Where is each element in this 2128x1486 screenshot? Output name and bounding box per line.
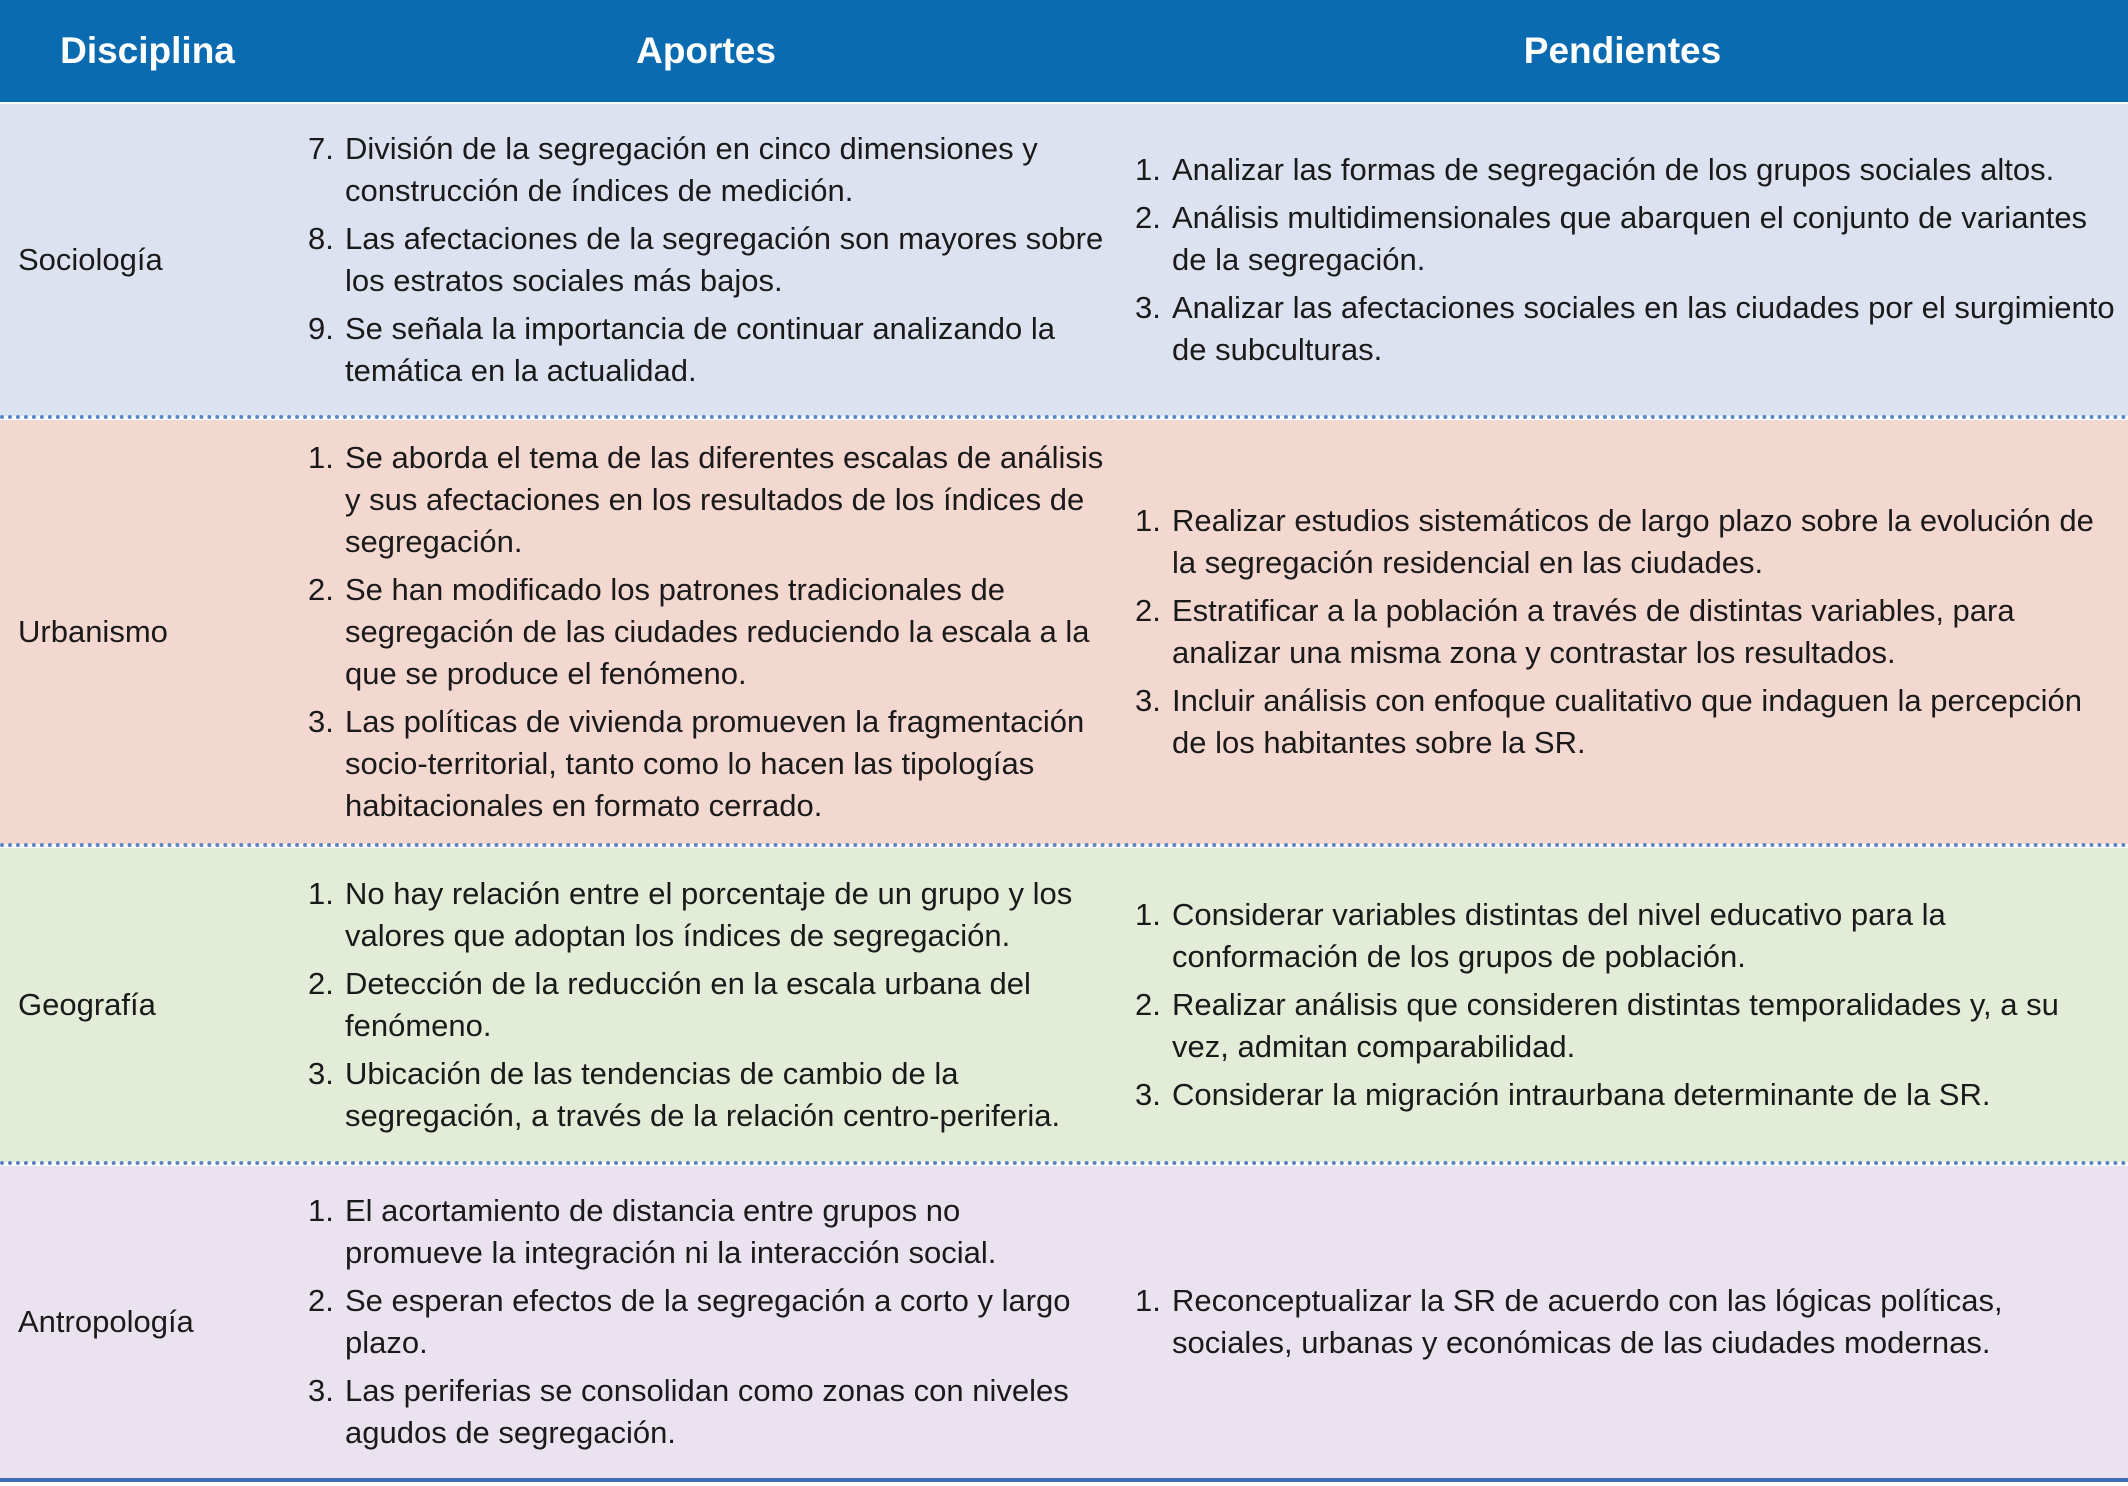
row-separator <box>0 843 2128 847</box>
item-text-line: El acortamiento de distancia entre grupos no <box>345 1193 961 1228</box>
item-text-line: Considerar la migración intraurbana determinante de la SR. <box>1172 1077 1991 1112</box>
item-text-line: de la segregación. <box>1172 242 1426 277</box>
item-text-line: segregación. <box>345 524 523 559</box>
item-text-line: habitacionales en formato cerrado. <box>345 788 823 823</box>
item-text-line: Detección de la reducción en la escala urbana del <box>345 966 1031 1001</box>
item-text-line: Incluir análisis con enfoque cualitativo que indaguen la percepción <box>1172 683 2082 718</box>
item-number: 3. <box>308 1373 334 1408</box>
aportes-cell <box>308 420 1108 844</box>
item-text-line: que se produce el fenómeno. <box>345 656 747 691</box>
item-number: 3. <box>1135 290 1161 325</box>
disciplina-cell: Antropología <box>18 1304 194 1339</box>
header-pendientes: Pendientes <box>1523 30 1722 71</box>
aportes-cell <box>308 1166 1108 1478</box>
item-number: 3. <box>1135 1077 1161 1112</box>
list-item <box>308 218 1108 302</box>
table-row <box>0 848 2128 1162</box>
item-text-line: plazo. <box>345 1325 428 1360</box>
item-text-line: valores que adoptan los índices de segregación. <box>345 918 1011 953</box>
item-text-line: de los habitantes sobre la SR. <box>1172 725 1586 760</box>
item-number: 2. <box>308 572 334 607</box>
list-item <box>308 1190 1108 1274</box>
item-number: 1. <box>1135 1283 1161 1318</box>
header-aportes: Aportes <box>636 30 776 71</box>
item-text-line: agudos de segregación. <box>345 1415 676 1450</box>
item-text-line: Analizar las formas de segregación de los grupos sociales altos. <box>1172 152 2055 187</box>
list-item <box>1135 1074 2120 1116</box>
item-text-line: segregación de las ciudades reduciendo la escala a la <box>345 614 1090 649</box>
item-text-line: Realizar estudios sistemáticos de largo plazo sobre la evolución de <box>1172 503 2094 538</box>
aportes-cell <box>308 848 1108 1162</box>
item-text-line: promueve la integración ni la interacción social. <box>345 1235 997 1270</box>
list-item <box>1135 894 2120 978</box>
list-item <box>1135 197 2120 281</box>
item-text-line: No hay relación entre el porcentaje de un grupo y los <box>345 876 1073 911</box>
list-item <box>308 1053 1108 1137</box>
table-row <box>0 104 2128 416</box>
item-number: 2. <box>1135 987 1161 1022</box>
item-text-line: vez, admitan comparabilidad. <box>1172 1029 1576 1064</box>
item-text-line: socio-territorial, tanto como lo hacen las tipologías <box>345 746 1035 781</box>
item-number: 3. <box>308 704 334 739</box>
item-number: 1. <box>1135 897 1161 932</box>
list-item <box>1135 149 2120 191</box>
item-text-line: Las políticas de vivienda promueven la fragmentación <box>345 704 1085 739</box>
item-text-line: Se aborda el tema de las diferentes escalas de análisis <box>345 440 1104 475</box>
item-number: 2. <box>308 1283 334 1318</box>
item-text-line: Las afectaciones de la segregación son mayores sobre <box>345 221 1104 256</box>
item-number: 1. <box>308 1193 334 1228</box>
list-item <box>1135 287 2120 371</box>
list-item <box>308 873 1108 957</box>
disciplina-cell: Sociología <box>18 242 163 277</box>
list-item <box>308 128 1108 212</box>
item-text-line: Ubicación de las tendencias de cambio de la <box>345 1056 959 1091</box>
item-text-line: de subculturas. <box>1172 332 1383 367</box>
list-item <box>1135 1280 2120 1364</box>
item-number: 1. <box>308 876 334 911</box>
list-item <box>308 437 1108 563</box>
item-number: 1. <box>1135 152 1161 187</box>
item-text-line: analizar una misma zona y contrastar los resultados. <box>1172 635 1896 670</box>
list-item <box>1135 500 2120 584</box>
pendientes-cell <box>1135 848 2120 1162</box>
header-disciplina: Disciplina <box>60 30 235 71</box>
item-text-line: Análisis multidimensionales que abarquen el conjunto de variantes <box>1172 200 2088 235</box>
table-bottom-border <box>0 1478 2128 1482</box>
item-text-line: Se esperan efectos de la segregación a corto y largo <box>345 1283 1071 1318</box>
table-header <box>0 0 2128 102</box>
disciplina-cell: Urbanismo <box>18 614 168 649</box>
table-row <box>0 1166 2128 1478</box>
pendientes-cell <box>1135 104 2120 416</box>
pendientes-cell <box>1135 1166 2120 1478</box>
item-text-line: los estratos sociales más bajos. <box>345 263 783 298</box>
list-item <box>308 1370 1108 1454</box>
item-text-line: Estratificar a la población a través de distintas variables, para <box>1172 593 2015 628</box>
list-item <box>1135 984 2120 1068</box>
item-text-line: Se señala la importancia de continuar analizando la <box>345 311 1056 346</box>
table-row <box>0 420 2128 844</box>
item-text-line: Analizar las afectaciones sociales en las ciudades por el surgimiento <box>1172 290 2115 325</box>
item-text-line: temática en la actualidad. <box>345 353 697 388</box>
item-text-line: sociales, urbanas y económicas de las ciudades modernas. <box>1172 1325 1991 1360</box>
item-text-line: Se han modificado los patrones tradicionales de <box>345 572 1006 607</box>
item-text-line: División de la segregación en cinco dimensiones y <box>345 131 1038 166</box>
list-item <box>1135 680 2120 764</box>
item-number: 3. <box>308 1056 334 1091</box>
aportes-cell <box>308 104 1108 416</box>
item-number: 2. <box>1135 593 1161 628</box>
item-number: 1. <box>308 440 334 475</box>
list-item <box>308 308 1108 392</box>
item-number: 2. <box>308 966 334 1001</box>
item-text-line: y sus afectaciones en los resultados de los índices de <box>345 482 1085 517</box>
item-number: 3. <box>1135 683 1161 718</box>
item-text-line: conformación de los grupos de población. <box>1172 939 1746 974</box>
item-number: 2. <box>1135 200 1161 235</box>
item-text-line: la segregación residencial en las ciudades. <box>1172 545 1764 580</box>
list-item <box>1135 590 2120 674</box>
list-item <box>308 701 1108 827</box>
item-number: 8. <box>308 221 334 256</box>
item-number: 9. <box>308 311 334 346</box>
item-text-line: Reconceptualizar la SR de acuerdo con las lógicas políticas, <box>1172 1283 2003 1318</box>
item-text-line: Considerar variables distintas del nivel educativo para la <box>1172 897 1946 932</box>
item-text-line: Las periferias se consolidan como zonas con niveles <box>345 1373 1069 1408</box>
row-separator <box>0 1161 2128 1165</box>
item-text-line: Realizar análisis que consideren distintas temporalidades y, a su <box>1172 987 2059 1022</box>
item-number: 1. <box>1135 503 1161 538</box>
list-item <box>308 1280 1108 1364</box>
item-text-line: construcción de índices de medición. <box>345 173 854 208</box>
item-text-line: segregación, a través de la relación centro-periferia. <box>345 1098 1061 1133</box>
pendientes-cell <box>1135 420 2120 844</box>
list-item <box>308 963 1108 1047</box>
row-separator <box>0 415 2128 419</box>
item-number: 7. <box>308 131 334 166</box>
disciplina-cell: Geografía <box>18 987 156 1022</box>
list-item <box>308 569 1108 695</box>
item-text-line: fenómeno. <box>345 1008 492 1043</box>
